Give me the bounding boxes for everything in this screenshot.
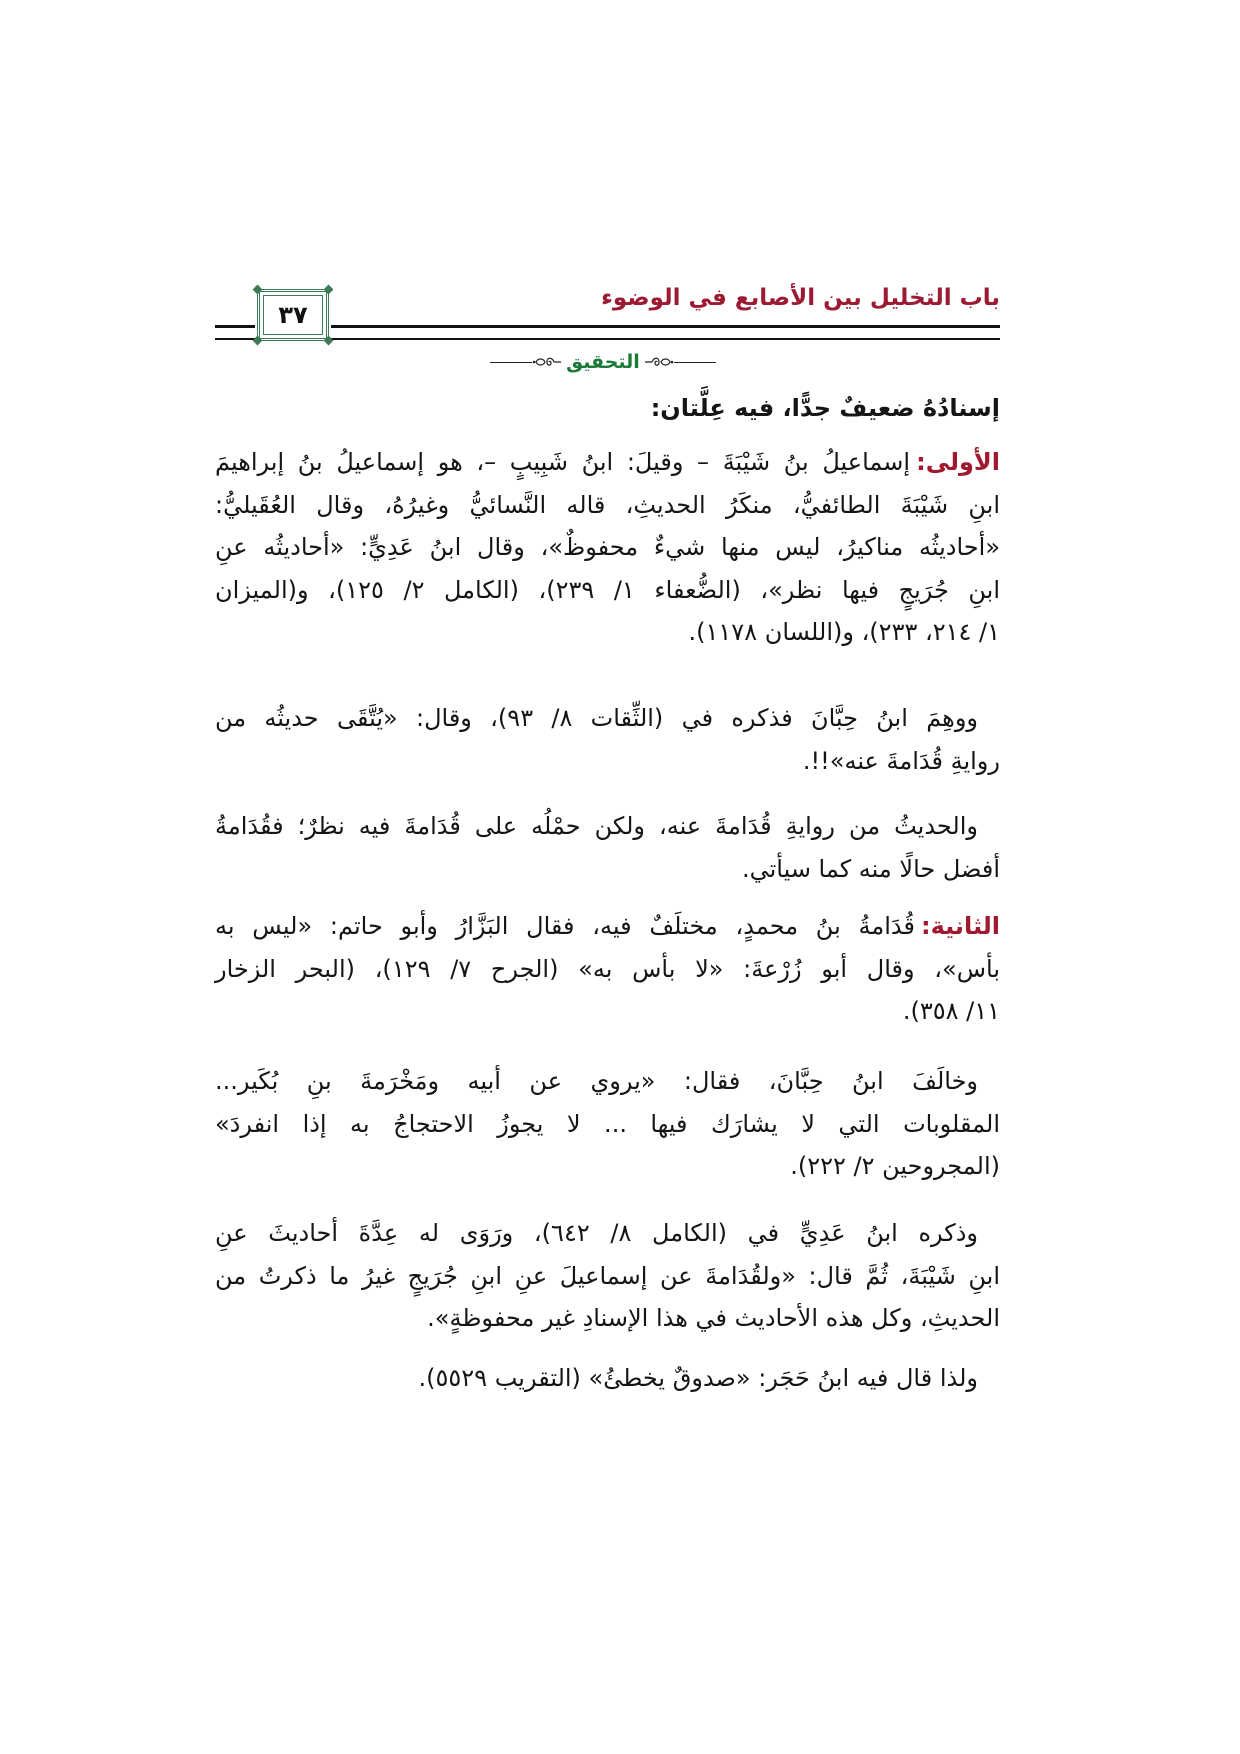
ornament-line-left [490,362,532,363]
text-line: «أحاديثُه مناكيرُ، ليس منها شيءٌ محفوظٌ»، وقال ابنُ عَدِيٍّ: «أحاديثُه عنِ [215,533,1000,561]
paragraph [215,1212,1000,1340]
paragraph [215,1357,1000,1400]
flourish-ornament-icon [644,354,674,370]
frame-corner-ornament [253,285,263,295]
section-heading [490,351,716,373]
text-line: والحديثُ من روايةِ قُدَامةَ عنه، ولكن حمْلُه على قُدَامةَ فيه نظرٌ؛ فقُدَامةُ [215,812,978,840]
paragraph [215,1060,1000,1188]
text-line: ولذا قال فيه ابنُ حَجَر: «صدوقٌ يخطئُ» (التقريب ٥٥٢٩). [418,1364,978,1392]
text-line: الحديثِ، وكل هذه الأحاديث في هذا الإسنادِ غير محفوظةٍ». [427,1304,1000,1332]
text-line: وخالَفَ ابنُ حِبَّانَ، فقال: «يروي عن أبيه ومَخْرَمةَ بنِ بُكَير... [215,1067,978,1095]
header-double-rule [331,325,1000,340]
page-number-frame [257,289,329,341]
text-line: (المجروحين ٢/ ٢٢٢). [790,1152,1000,1180]
paragraph [215,697,1000,782]
page-number-inner-frame [263,295,323,335]
frame-corner-ornament [324,285,334,295]
paragraph-label: الأولى: [916,448,1000,476]
text-line: وذكره ابنُ عَدِيٍّ في (الكامل ٨/ ٦٤٢)، ورَوَى له عِدَّةَ أحاديثَ عنِ [215,1219,978,1247]
text-line: بأس»، وقال أبو زُرْعةَ: «لا بأس به» (الجرح ٧/ ١٢٩)، (البحر الزخار [215,954,1000,983]
text-line: ابنِ شَيْبَةَ الطائفيُّ، منكَرُ الحديثِ، قاله النَّسائيُّ وغيرُهُ، وقال العُقَيليُّ: [215,490,1000,519]
paragraph-label: الثانية: [920,912,1000,940]
text-line: ١/ ٢١٤، ٢٣٣)، و(اللسان ١١٧٨). [688,618,1000,646]
text-line: ابنِ جُرَيجٍ فيها نظر»، (الضُّعفاء ١/ ٢٣٩)، (الكامل ٢/ ١٢٥)، و(الميزان [215,575,1001,604]
section-title: التحقيق [566,351,640,373]
frame-corner-ornament [253,336,263,346]
text-line: ١١/ ٣٥٨). [902,997,1000,1025]
page-number: ٣٧ [278,301,308,329]
header-double-rule-left [215,325,255,340]
text-line: المقلوبات التي لا يشارَك فيها ... لا يجوزُ الاحتجاجُ به إذا انفردَ» [215,1109,1000,1138]
ornament-line-right [674,362,716,363]
line-text: قُدَامةُ بنُ محمدٍ، مختلَفٌ فيه، فقال البَزَّارُ وأبو حاتم: «ليس به [215,912,915,940]
verdict-heading: إسنادُهُ ضعيفٌ جدًّا، فيه عِلَّتان: [650,394,1000,422]
text-line: أفضل حالًا منه كما سيأتي. [741,854,1000,883]
paragraph-second-defect [215,905,1000,1033]
paragraph-first-defect [215,441,1000,654]
chapter-title: باب التخليل بين الأصابع في الوضوء [601,285,1000,311]
text-line: روايةِ قُدَامةَ عنه»!!. [802,746,1000,775]
text-line: ابنِ شَيْبَةَ، ثُمَّ قال: «ولقُدَامةَ عن إسماعيلَ عنِ ابنِ جُرَيجٍ غيرُ ما ذكرتُ من [215,1261,1000,1290]
text-line [215,905,1000,948]
line-text: إسماعيلُ بنُ شَيْبَةَ – وقيلَ: ابنُ شَبِيبٍ –، هو إسماعيلُ بنُ إبراهيمَ [215,448,911,476]
text-line: ووهِمَ ابنُ حِبَّانَ فذكره في (الثِّقات ٨/ ٩٣)، وقال: «يُتَّقَى حديثُه من [215,704,979,732]
flourish-ornament-icon [532,354,562,370]
text-line [215,441,1000,484]
paragraph [215,805,1000,890]
